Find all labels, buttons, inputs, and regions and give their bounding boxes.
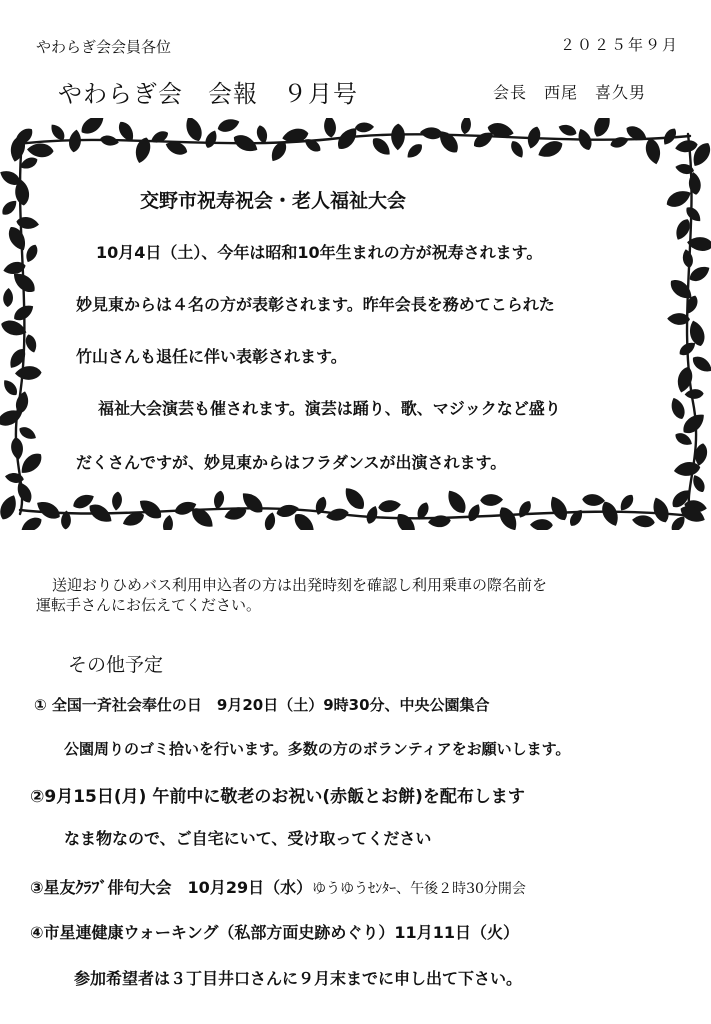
leaf-icon [690,353,711,376]
leaf-icon [668,396,687,422]
leaf-icon [0,197,20,217]
leaf-icon [688,171,702,195]
event-text-line: 竹山さんも退任に伴い表彰されます。 [76,347,347,366]
leaf-icon [673,430,694,448]
leaf-icon [546,493,571,523]
leaf-icon [182,118,205,144]
schedule-item-4: ④市星連健康ウォーキング（私部方面史跡めぐり）11月11日（火） [30,923,519,942]
leaf-icon [162,514,175,530]
schedule-item-2-detail: なま物なので、ご自宅にいて、受け取ってください [64,829,432,848]
leaf-icon [557,122,578,138]
event-text-line: 10月4日（土）、今年は昭和10年生まれの方が祝寿されます。 [96,243,543,262]
leaf-icon [391,123,405,150]
leaf-icon [444,487,470,517]
leaf-icon [369,134,394,158]
schedule-item-3 [30,875,526,898]
leaf-icon [216,118,241,135]
schedule-item-1-detail: 公園周りのゴミ拾いを行います。多数の方のボランティアをお願いします。 [64,740,571,758]
leaf-icon [582,493,606,506]
other-schedule-heading: その他予定 [68,654,164,676]
leaf-icon [15,366,42,381]
event-text-line: だくさんですが、妙見東からはフラダンスが出演されます。 [76,453,507,472]
leaf-icon [23,243,40,264]
leaf-icon [149,129,170,146]
leaf-icon [609,135,630,150]
leaf-icon [420,126,444,140]
event-text-line: 妙見東からは４名の方が表彰されます。昨年会長を務めてこられた [76,295,555,314]
leaf-icon [664,187,694,211]
leaf-icon [17,424,38,442]
leaf-icon [404,141,425,161]
leaf-icon [684,389,703,400]
leaf-icon [377,499,401,514]
issue-date: ２０２５年９月 [560,36,680,54]
leaf-icon [535,137,565,161]
leaf-icon [480,494,503,507]
leaf-icon [355,122,374,133]
leaf-icon [212,490,226,511]
leaf-icon [643,137,663,166]
bus-note-line: 送迎おりひめバス利用申込者の方は出発時刻を確認し利用乗車の際名前を [52,576,548,594]
leaf-icon [393,510,420,530]
leaf-icon [24,333,39,354]
schedule-item-2: ②9月15日(月) 午前中に敬老のお祝い(赤飯とお餅)を配布します [30,787,525,807]
schedule-item-3-event: ③星友ｸﾗﾌﾞ俳句大会 10月29日（水） [30,878,313,897]
leaf-icon [516,499,534,520]
leaf-icon [674,139,698,154]
leaf-icon [19,514,45,530]
schedule-item-4-detail: 参加希望者は３丁目井口さんに９月末までに申し出て下さい。 [74,969,523,988]
leaf-icon [617,492,636,513]
leaf-icon [590,118,614,140]
newsletter-title: やわらぎ会 会報 ９月号 [58,80,358,108]
leaf-icon [508,139,526,160]
schedule-item-1: ① 全国一斉社会奉仕の日 9月20日（土）9時30分、中央公園集合 [34,696,490,714]
leaf-icon [68,129,83,153]
leaf-icon [10,437,24,461]
leaf-icon [111,491,123,511]
leaf-icon [364,504,380,525]
leaf-icon [14,480,35,506]
leaf-icon [631,514,655,528]
leaf-icon [78,118,108,138]
bus-note-line: 運転手さんにお伝えてください。 [36,596,262,614]
leaf-icon [3,288,14,307]
event-heading: 交野市祝寿祝会・老人福祉大会 [140,190,407,212]
leaf-icon [99,134,120,148]
leaf-icon [673,460,701,477]
leaf-icon [567,507,586,528]
leaf-icon [323,118,337,138]
leaf-icon [681,248,695,269]
leaf-icon [0,492,20,522]
event-text-line: 福祉大会演芸も催されます。演芸は踊り、歌、マジックなど盛り [98,399,561,418]
president-name: 会長 西尾 喜久男 [493,83,647,102]
leaf-icon [341,484,369,513]
leaf-icon [203,128,220,149]
leaf-icon [325,507,350,523]
leaf-icon [263,511,277,530]
leaf-icon [460,118,473,135]
leaf-icon [16,216,40,231]
addressee: やわらぎ会会員各位 [36,38,172,56]
leaf-icon [598,499,622,529]
leaf-icon [530,519,553,530]
leaf-icon [496,504,521,530]
schedule-item-3-venue: ゆうゆうｾﾝﾀｰ、午後２時30分開会 [312,881,526,897]
leaf-icon [466,502,483,523]
leaf-icon [1,377,21,398]
leaf-icon [27,143,54,158]
